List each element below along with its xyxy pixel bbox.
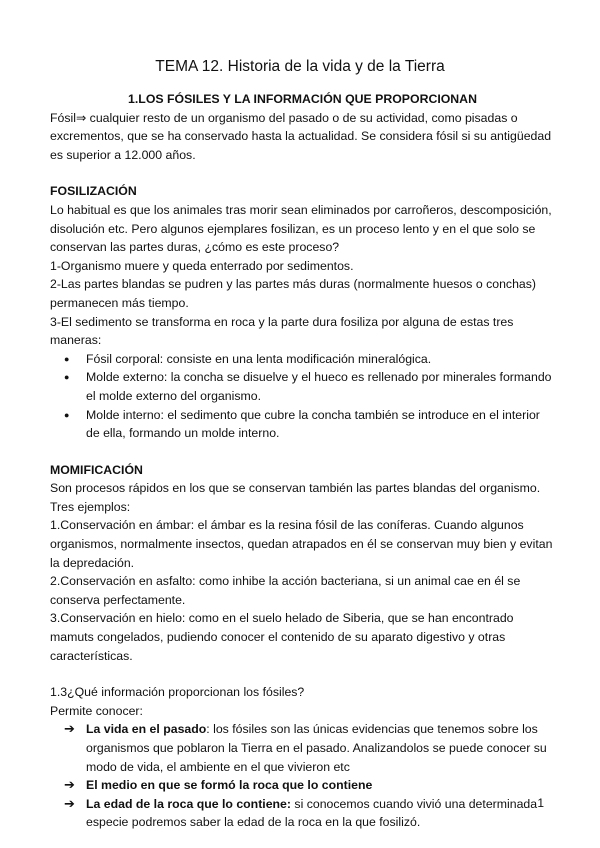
informacion-heading: 1.3¿Qué información proporcionan los fósiles? (50, 685, 305, 700)
fossil-definition: Fósil⇒ cualquier resto de un organismo del pasado o de su actividad, como pisadas o excrementos, que se ha conservado hasta la actualidad. Se considera fósil si su antigüedad es superior a 12.000 años. (50, 110, 552, 162)
momificacion-item: 2.Conservación en asfalto: como inhibe la acción bacteriana, si un animal cae en él se conserva perfectamente. (50, 574, 521, 607)
list-item (50, 776, 555, 795)
momificacion-intro: Son procesos rápidos en los que se conservan también las partes blandas del organismo. Tres ejemplos: (50, 481, 541, 514)
item-bold: El medio en que se formó la roca que lo contiene (86, 778, 373, 793)
fosilizacion-step: 2-Las partes blandas se pudren y las partes más duras (normalmente huesos o conchas) permanecen más tiempo. (50, 277, 536, 310)
informacion-intro: Permite conocer: (50, 703, 143, 718)
informacion-list (50, 720, 555, 832)
item-bold: La edad de la roca que lo contiene: (86, 796, 291, 811)
list-item (50, 795, 555, 832)
arrow-right-icon: ➔ (64, 795, 75, 811)
arrow-right-icon: ➔ (64, 721, 75, 737)
list-item: ● Molde interno: el sedimento que cubre la concha también se introduce en el interior de ella, formando un molde interno. (50, 406, 555, 443)
fosilizacion-step: 1-Organismo muere y queda enterrado por sedimentos. (50, 258, 354, 273)
page-number: 1 (537, 796, 544, 810)
list-item: ● Molde externo: la concha se disuelve y el hueco es rellenado por minerales formando el molde externo del organismo. (50, 368, 555, 405)
section-heading: 1.LOS FÓSILES Y LA INFORMACIÓN QUE PROPORCIONAN (128, 92, 477, 106)
fosilizacion-bullet-list (50, 350, 555, 443)
momificacion-heading: MOMIFICACIÓN (50, 462, 143, 477)
list-item: ● Fósil corporal: consiste en una lenta modificación mineralógica. (50, 350, 555, 369)
momificacion-item: 1.Conservación en ámbar: el ámbar es la resina fósil de las coníferas. Cuando algunos organismos, normalmente insectos, quedan atrapados en él se conservan muy bien y evitan la depredación. (50, 518, 553, 570)
page-title: TEMA 12. Historia de la vida y de la Tierra (155, 58, 445, 75)
fosilizacion-step: 3-El sedimento se transforma en roca y la parte dura fosiliza por alguna de estas tres maneras: (50, 314, 514, 348)
list-item (50, 720, 555, 776)
document-body (50, 90, 555, 832)
momificacion-item: 3.Conservación en hielo: como en el suelo helado de Siberia, que se han encontrado mamuts congelados, pudiendo conocer el contenido de su aparato digestivo y otras características. (50, 611, 514, 663)
fosilizacion-intro: Lo habitual es que los animales tras morir sean eliminados por carroñeros, descomposición, disolución etc. Pero algunos ejemplares fosilizan, es un proceso lento y en el que solo se conservan las partes duras, ¿cómo es este proceso? (50, 202, 552, 255)
item-text: si conocemos cuando vivió una determinada especie podremos saber la edad de la roca en la que fosilizó. (86, 796, 538, 830)
item-text: : los fósiles son las únicas evidencias que tenemos sobre los organismos que poblaron la Tierra en el pasado. Analizandolos se puede conocer su modo de vida, el ambiente en el que vivieron etc (86, 722, 547, 774)
item-bold: La vida en el pasado (86, 722, 207, 737)
arrow-right-icon: ➔ (64, 777, 75, 793)
fosilizacion-heading: FOSILIZACIÓN (50, 184, 137, 199)
